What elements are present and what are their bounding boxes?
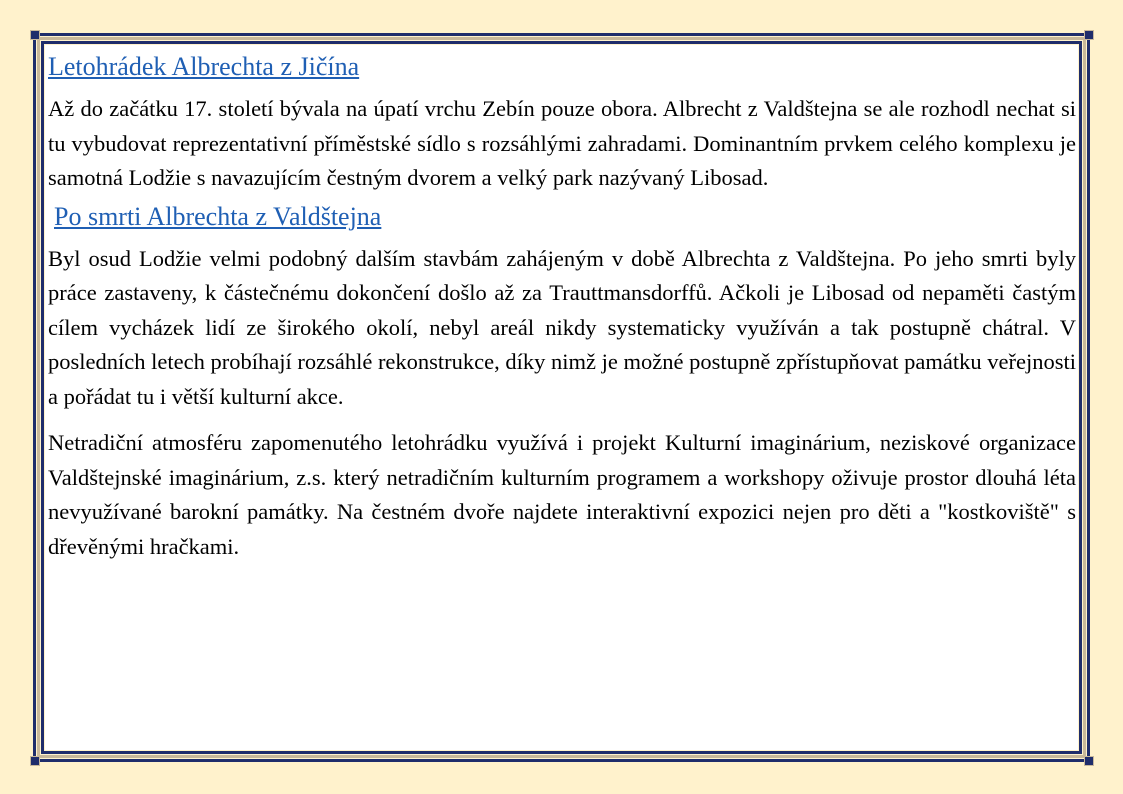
section-heading-letohradek-link[interactable]: Letohrádek Albrechta z Jičína <box>48 52 360 81</box>
frame-corner-ornament <box>1084 30 1094 40</box>
frame-corner-ornament <box>1084 756 1094 766</box>
section-heading-po-smrti-link[interactable]: Po smrti Albrechta z Valdštejna <box>54 201 382 231</box>
section-paragraph: Byl osud Lodžie velmi podobný dalším stavbám zahájeným v době Albrechta z Valdštejna. Po jeho smrti byly práce zastaveny, k částečnému dokončení došlo až za Trauttmansdorffů. Ačkoli je Libosad od nepaměti častým cílem vycházek lidí ze širokého okolí, nebyl areál nikdy systematicky využíván a tak postupně chátral. V posledních letech probíhají rozsáhlé rekonstrukce, díky nimž je možné postupně zpřístupňovat památku veřejnosti a pořádat tu i větší kulturní akce. <box>48 245 1076 409</box>
frame-corner-ornament <box>30 756 40 766</box>
frame-corner-ornament <box>30 30 40 40</box>
section-paragraph: Netradiční atmosféru zapomenutého letohrádku využívá i projekt Kulturní imaginárium, neziskové organizace Valdštejnské imaginárium, z.s. který netradičním kulturním programem a workshopy oživuje prostor dlouhá léta nevyužívané barokní památky. Na čestném dvoře najdete interaktivní expozici nejen pro děti a "kostkoviště" s dřevěnými hračkami. <box>48 430 1076 559</box>
section-paragraph: Až do začátku 17. století bývala na úpatí vrchu Zebín pouze obora. Albrecht z Valdštejna se ale rozhodl nechat si tu vybudovat reprezentativní příměstské sídlo s rozsáhlými zahradami. Dominantním prvkem celého komplexu je samotná Lodžie s navazujícím čestným dvorem a velký park nazývaný Libosad. <box>48 96 1076 190</box>
document-content <box>48 50 1076 564</box>
